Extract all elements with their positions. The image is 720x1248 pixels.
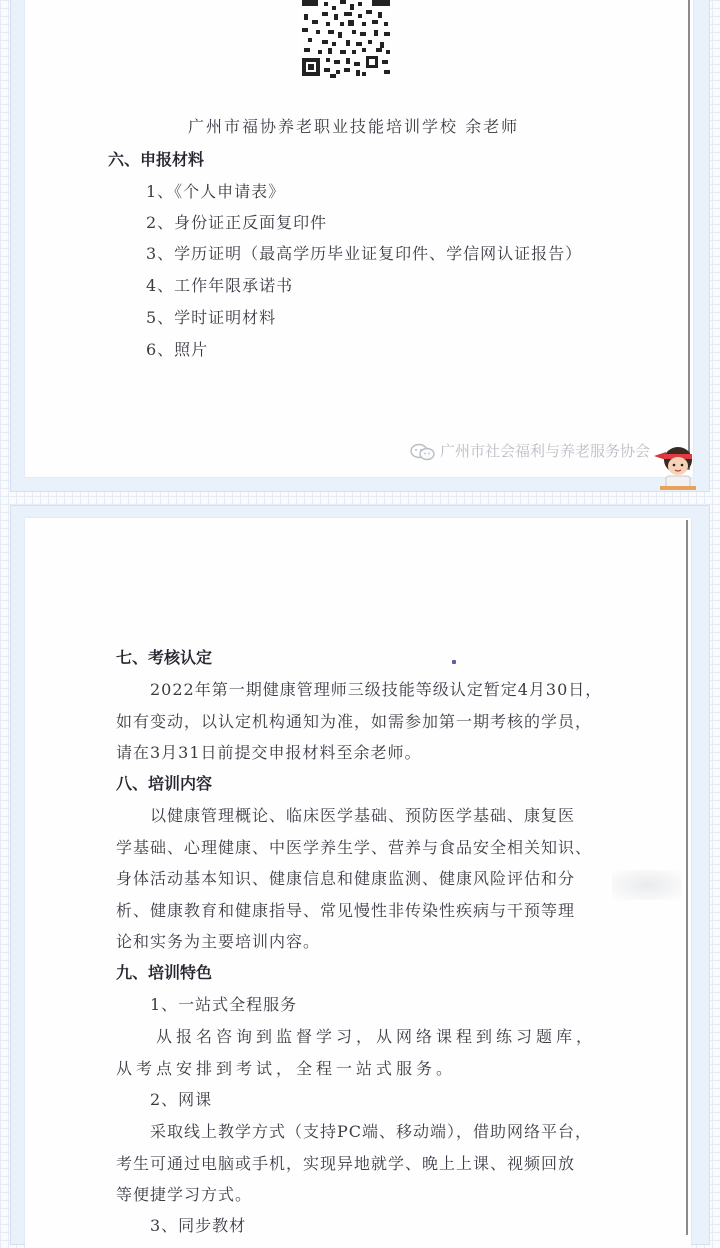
material-item-3: 3、学历证明（最高学历毕业证复印件、学信网认证报告） bbox=[146, 244, 583, 263]
scan-speck bbox=[452, 660, 456, 664]
bottom-page-edge bbox=[686, 520, 688, 1235]
material-item-2: 2、身份证正反面复印件 bbox=[146, 213, 328, 232]
section-9-heading: 九、培训特色 bbox=[116, 963, 213, 982]
section-9-sub-2: 2、网课 bbox=[150, 1090, 213, 1109]
section-6-heading: 六、申报材料 bbox=[108, 150, 205, 169]
material-item-1: 1、《个人申请表》 bbox=[146, 182, 286, 201]
section-8-line-1: 以健康管理概论、临床医学基础、预防医学基础、康复医 bbox=[150, 806, 576, 825]
mascot-sticker-icon bbox=[652, 440, 700, 492]
scan-shade bbox=[612, 870, 682, 900]
wechat-icon bbox=[410, 443, 436, 461]
section-8-heading: 八、培训内容 bbox=[116, 774, 213, 793]
section-7-line-1: 2022年第一期健康管理师三级技能等级认定暂定4月30日， bbox=[150, 680, 603, 699]
top-page-edge bbox=[688, 0, 690, 470]
section-8-line-4: 析、健康教育和健康指导、常见慢性非传染性疾病与干预等理 bbox=[116, 901, 576, 920]
section-7-line-3: 请在3月31日前提交申报材料至余老师。 bbox=[116, 743, 422, 762]
watermark-text: 广州市社会福利与养老服务协会 bbox=[440, 442, 651, 460]
section-9-sub-3: 3、同步教材 bbox=[150, 1216, 247, 1235]
qr-code-icon bbox=[300, 0, 392, 78]
section-8-line-3: 身体活动基本知识、健康信息和健康监测、健康风险评估和分 bbox=[116, 869, 576, 888]
section-9-sub-1-line-2: 从考点安排到考试，全程一站式服务。 bbox=[116, 1059, 457, 1078]
section-7-line-2: 如有变动，以认定机构通知为准，如需参加第一期考核的学员， bbox=[116, 712, 593, 731]
section-9-sub-2-line-1: 采取线上教学方式（支持PC端、移动端），借助网络平台， bbox=[150, 1122, 593, 1141]
section-9-sub-2-line-2: 考生可通过电脑或手机，实现异地就学、晚上上课、视频回放 bbox=[116, 1154, 576, 1173]
material-item-4: 4、工作年限承诺书 bbox=[146, 276, 294, 295]
school-contact: 广州市福协养老职业技能培训学校 余老师 bbox=[188, 117, 520, 136]
section-9-sub-1-line-1: 从报名咨询到监督学习，从网络课程到练习题库， bbox=[156, 1027, 597, 1046]
section-9-sub-2-line-3: 等便捷学习方式。 bbox=[116, 1185, 253, 1204]
section-7-heading: 七、考核认定 bbox=[116, 648, 213, 667]
material-item-5: 5、学时证明材料 bbox=[146, 308, 277, 327]
section-8-line-2: 学基础、心理健康、中医学养生学、营养与食品安全相关知识、 bbox=[116, 838, 593, 857]
section-9-sub-1: 1、一站式全程服务 bbox=[150, 995, 298, 1014]
wechat-watermark bbox=[410, 440, 650, 461]
material-item-6: 6、照片 bbox=[146, 340, 209, 359]
section-8-line-5: 论和实务为主要培训内容。 bbox=[116, 932, 321, 951]
